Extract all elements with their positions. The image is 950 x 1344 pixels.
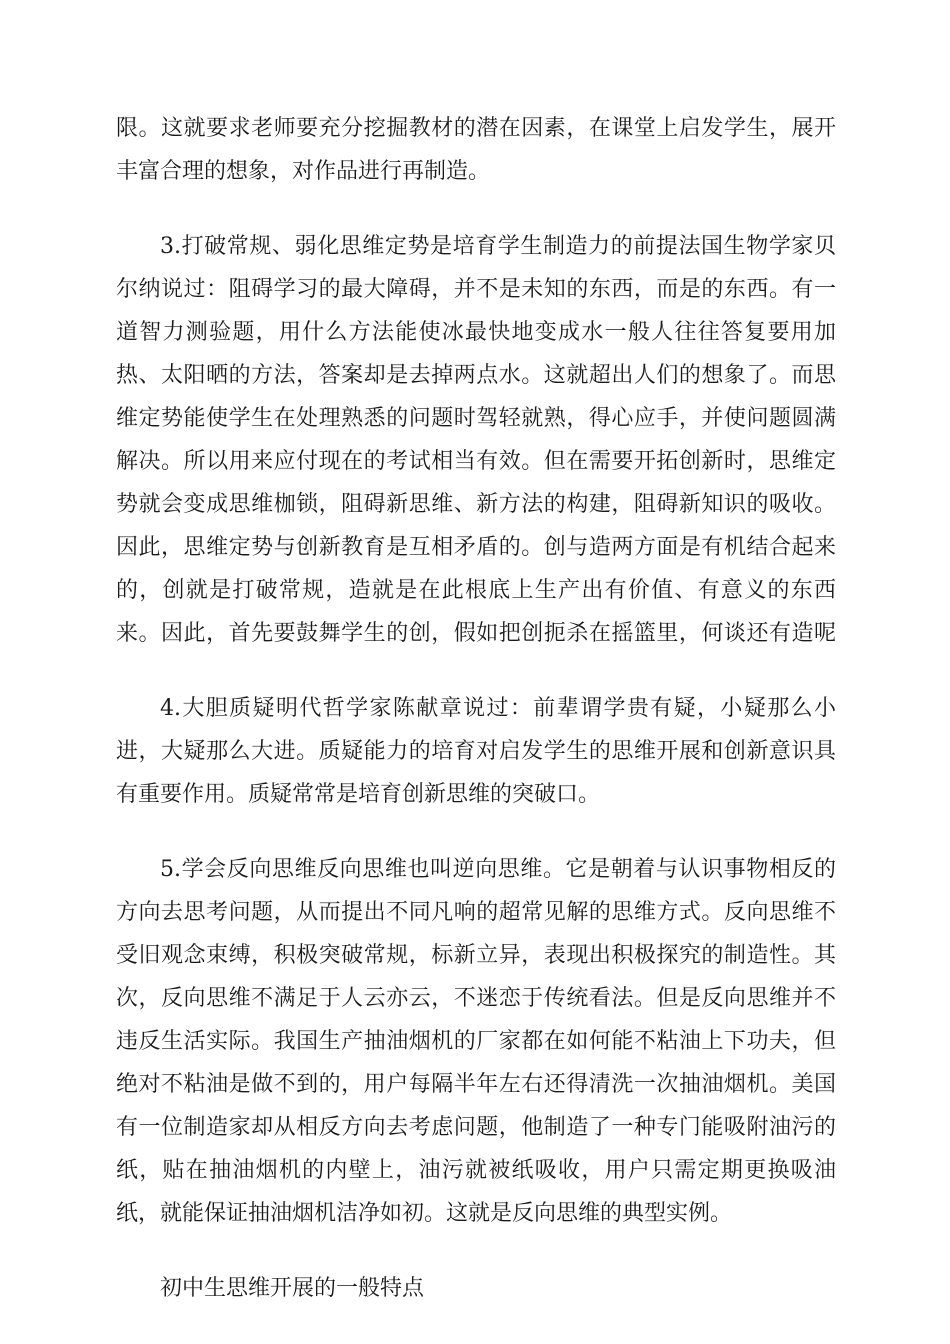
text-line-23: 纸，贴在抽油烟机的内壁上，油污就被纸吸收，用户只需定期更换吸油 [116, 1158, 836, 1183]
text-line-10: 因此，思维定势与创新教育是互相矛盾的。创与造两方面是有机结合起来 [116, 535, 836, 560]
text-line-16: 5.学会反向思维反向思维也叫逆向思维。它是朝着与认识事物相反的 [160, 857, 836, 882]
text-line-4: 尔纳说过：阻碍学习的最大障碍，并不是未知的东西，而是的东西。有一 [116, 277, 836, 302]
text-line-21: 绝对不粘油是做不到的，用户每隔半年左右还得清洗一次抽油烟机。美国 [116, 1072, 836, 1097]
text-line-17: 方向去思考问题，从而提出不同凡响的超常见解的思维方式。反向思维不 [116, 900, 836, 925]
text-line-15: 有重要作用。质疑常常是培育创新思维的突破口。 [116, 782, 601, 807]
text-line-12: 来。因此，首先要鼓舞学生的创，假如把创扼杀在摇篮里，何谈还有造呢 [116, 621, 836, 646]
text-line-1: 限。这就要求老师要充分挖掘教材的潜在因素，在课堂上启发学生，展开 [116, 116, 836, 141]
section-heading: 初中生思维开展的一般特点 [160, 1276, 425, 1301]
text-line-14: 进，大疑那么大进。质疑能力的培育对启发学生的思维开展和创新意识具 [116, 739, 836, 764]
text-line-3: 3.打破常规、弱化思维定势是培育学生制造力的前提法国生物学家贝 [160, 234, 836, 259]
text-line-18: 受旧观念束缚，积极突破常规，标新立异，表现出积极探究的制造性。其 [116, 943, 836, 968]
text-line-24: 纸，就能保证抽油烟机洁净如初。这就是反向思维的典型实例。 [116, 1201, 733, 1226]
text-line-5: 道智力测验题，用什么方法能使冰最快地变成水一般人往往答复要用加 [116, 320, 836, 345]
text-line-8: 解决。所以用来应付现在的考试相当有效。但在需要开拓创新时，思维定 [116, 449, 836, 474]
text-line-22: 有一位制造家却从相反方向去考虑问题，他制造了一种专门能吸附油污的 [116, 1115, 836, 1140]
text-line-20: 违反生活实际。我国生产抽油烟机的厂家都在如何能不粘油上下功夫，但 [116, 1029, 836, 1054]
text-line-11: 的，创就是打破常规，造就是在此根底上生产出有价值、有意义的东西 [116, 578, 836, 603]
text-line-6: 热、太阳晒的方法，答案却是去掉两点水。这就超出人们的想象了。而思 [116, 363, 836, 388]
text-line-7: 维定势能使学生在处理熟悉的问题时驾轻就熟，得心应手，并使问题圆满 [116, 406, 836, 431]
text-line-2: 丰富合理的想象，对作品进行再制造。 [116, 159, 491, 184]
text-line-19: 次，反向思维不满足于人云亦云，不迷恋于传统看法。但是反向思维并不 [116, 986, 836, 1011]
text-line-13: 4.大胆质疑明代哲学家陈献章说过：前辈谓学贵有疑，小疑那么小 [160, 696, 836, 721]
text-line-9: 势就会变成思维枷锁，阻碍新思维、新方法的构建，阻碍新知识的吸收。 [116, 492, 836, 517]
